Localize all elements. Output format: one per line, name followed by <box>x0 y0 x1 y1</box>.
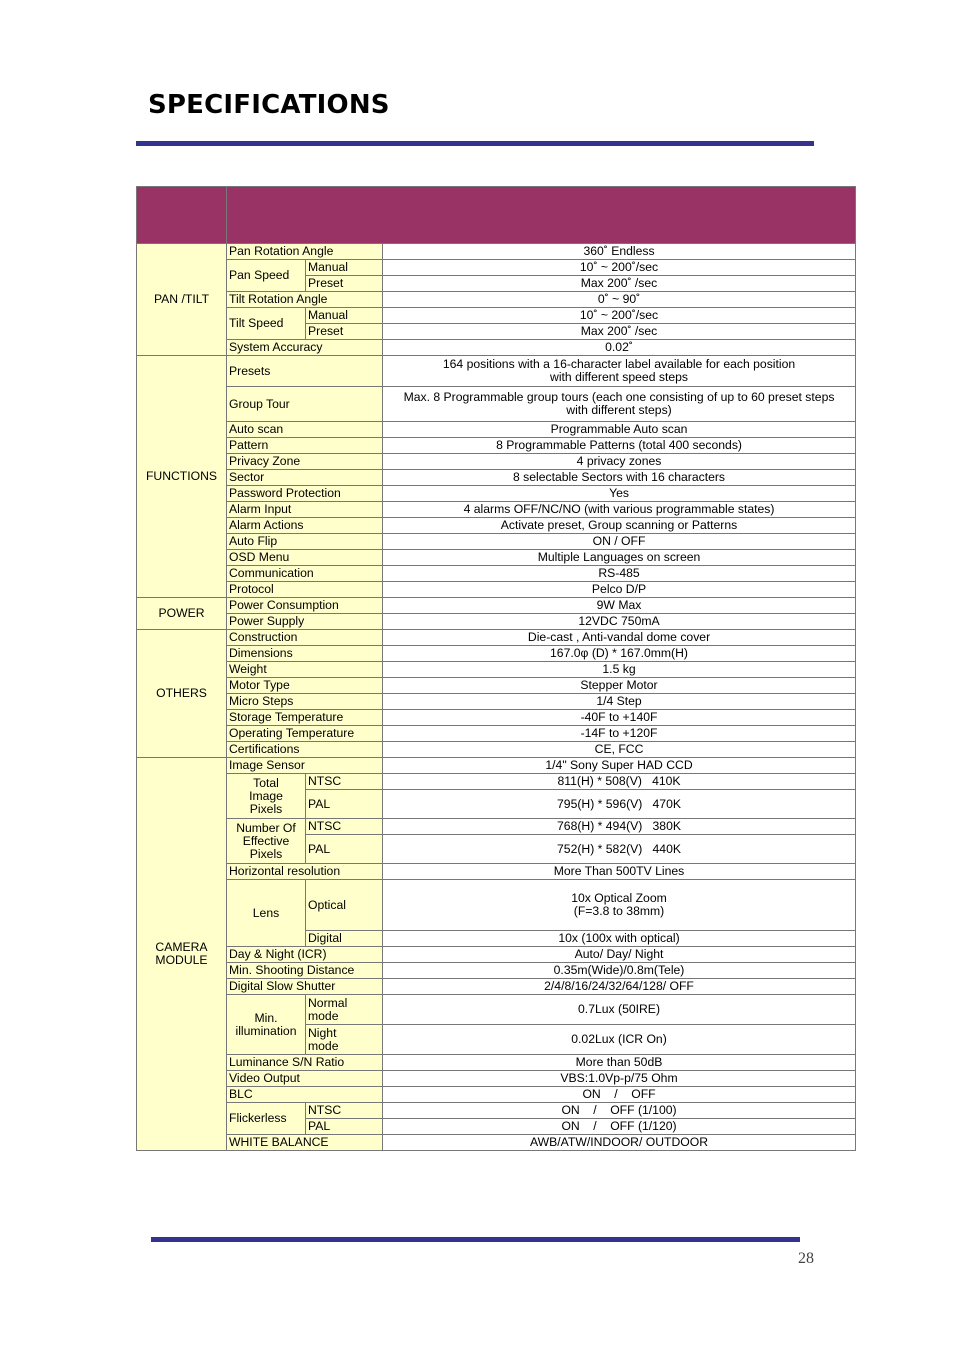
table-row <box>137 1135 856 1151</box>
row-value: Auto/ Day/ Night <box>383 947 856 963</box>
table-row <box>137 630 856 646</box>
row-value: 10x (100x with optical) <box>383 931 856 947</box>
page-title: SPECIFICATIONS <box>148 90 390 120</box>
table-row <box>137 566 856 582</box>
category-power: POWER <box>137 598 227 630</box>
row-label: Alarm Actions <box>227 518 383 534</box>
category-line: CAMERA <box>155 940 208 954</box>
table-row <box>137 486 856 502</box>
row-sublabel: PAL <box>306 1119 383 1135</box>
category-line: MODULE <box>155 953 208 967</box>
table-row <box>137 292 856 308</box>
category-functions: FUNCTIONS <box>137 356 227 598</box>
header-cell-category <box>137 187 227 244</box>
row-label: Pan Rotation Angle <box>227 244 383 260</box>
row-label: Protocol <box>227 582 383 598</box>
table-row <box>137 550 856 566</box>
row-label: Group Tour <box>227 387 383 422</box>
row-label: Sector <box>227 470 383 486</box>
table-row <box>137 979 856 995</box>
row-value: 4 alarms OFF/NC/NO (with various programmable states) <box>383 502 856 518</box>
row-label: Video Output <box>227 1071 383 1087</box>
row-value <box>383 880 856 931</box>
row-value: ON / OFF <box>383 1087 856 1103</box>
row-value: 360˚ Endless <box>383 244 856 260</box>
row-value: Stepper Motor <box>383 678 856 694</box>
row-value: Programmable Auto scan <box>383 422 856 438</box>
table-row <box>137 774 856 790</box>
row-value: 0.7Lux (50IRE) <box>383 995 856 1025</box>
row-label: Power Supply <box>227 614 383 630</box>
table-row <box>137 646 856 662</box>
table-row <box>137 340 856 356</box>
row-value: 0.02Lux (ICR On) <box>383 1025 856 1055</box>
row-value: 811(H) * 508(V) 410K <box>383 774 856 790</box>
row-value: VBS:1.0Vp-p/75 Ohm <box>383 1071 856 1087</box>
table-row <box>137 518 856 534</box>
table-row <box>137 819 856 835</box>
row-sublabel: Manual <box>306 308 383 324</box>
row-value: CE, FCC <box>383 742 856 758</box>
row-value: More than 50dB <box>383 1055 856 1071</box>
row-label: Day & Night (ICR) <box>227 947 383 963</box>
row-sublabel: NTSC <box>306 1103 383 1119</box>
row-value-line: with different steps) <box>566 403 672 417</box>
label-line: Min. <box>254 1010 278 1025</box>
label-line: Pixels <box>249 846 283 861</box>
row-label: Power Consumption <box>227 598 383 614</box>
table-row <box>137 864 856 880</box>
row-label: Operating Temperature <box>227 726 383 742</box>
label-line: Number Of <box>236 820 296 835</box>
row-value: ON / OFF (1/120) <box>383 1119 856 1135</box>
label-line: Normal <box>308 995 348 1010</box>
row-value: RS-485 <box>383 566 856 582</box>
row-value: 1/4 Step <box>383 694 856 710</box>
table-row <box>137 422 856 438</box>
row-sublabel: PAL <box>306 835 383 864</box>
table-row <box>137 995 856 1025</box>
label-line: Total <box>253 775 279 790</box>
row-sublabel: Manual <box>306 260 383 276</box>
row-label <box>227 774 306 819</box>
row-value: 10˚ ~ 200˚/sec <box>383 308 856 324</box>
row-value: 10˚ ~ 200˚/sec <box>383 260 856 276</box>
table-row <box>137 694 856 710</box>
row-label: Privacy Zone <box>227 454 383 470</box>
row-value: 0.35m(Wide)/0.8m(Tele) <box>383 963 856 979</box>
table-row <box>137 742 856 758</box>
row-value-line: Max. 8 Programmable group tours (each one consisting of up to 60 preset steps <box>403 390 835 404</box>
row-value-line: 10x Optical Zoom <box>571 891 667 905</box>
row-label: Communication <box>227 566 383 582</box>
row-label: Certifications <box>227 742 383 758</box>
row-value: 12VDC 750mA <box>383 614 856 630</box>
row-sublabel: PAL <box>306 790 383 819</box>
row-value: 768(H) * 494(V) 380K <box>383 819 856 835</box>
table-row <box>137 454 856 470</box>
row-sublabel: Optical <box>306 880 383 931</box>
row-value: 2/4/8/16/24/32/64/128/ OFF <box>383 979 856 995</box>
row-value: Multiple Languages on screen <box>383 550 856 566</box>
spec-table <box>136 186 856 1151</box>
row-label: Pan Speed <box>227 260 306 292</box>
label-line: Pixels <box>249 801 283 816</box>
table-row <box>137 534 856 550</box>
row-sublabel <box>306 1025 383 1055</box>
row-label: Image Sensor <box>227 758 383 774</box>
row-label <box>227 819 306 864</box>
table-row <box>137 678 856 694</box>
row-label: Tilt Rotation Angle <box>227 292 383 308</box>
category-camera-module <box>137 758 227 1151</box>
label-line: Effective <box>242 833 290 848</box>
row-value: 795(H) * 596(V) 470K <box>383 790 856 819</box>
row-sublabel: Preset <box>306 324 383 340</box>
label-line: Night <box>308 1025 337 1040</box>
row-value-line: with different speed steps <box>550 370 688 384</box>
table-row <box>137 1071 856 1087</box>
table-row <box>137 438 856 454</box>
row-value: 752(H) * 582(V) 440K <box>383 835 856 864</box>
row-label: Micro Steps <box>227 694 383 710</box>
row-label: Lens <box>227 880 306 947</box>
table-row <box>137 356 856 387</box>
table-row <box>137 387 856 422</box>
row-value: -40F to +140F <box>383 710 856 726</box>
row-value: Yes <box>383 486 856 502</box>
table-header-row <box>137 187 856 244</box>
row-value-line: 164 positions with a 16-character label available for each position <box>442 357 796 371</box>
row-sublabel: NTSC <box>306 819 383 835</box>
table-row <box>137 1087 856 1103</box>
row-label: Min. Shooting Distance <box>227 963 383 979</box>
table-row <box>137 710 856 726</box>
row-value <box>383 356 856 387</box>
row-label: Auto scan <box>227 422 383 438</box>
row-value-line: (F=3.8 to 38mm) <box>573 904 665 918</box>
row-label: Storage Temperature <box>227 710 383 726</box>
row-value: ON / OFF <box>383 534 856 550</box>
table-row <box>137 260 856 276</box>
row-value: 0.02˚ <box>383 340 856 356</box>
row-label: Tilt Speed <box>227 308 306 340</box>
row-label: Pattern <box>227 438 383 454</box>
row-value: Activate preset, Group scanning or Patterns <box>383 518 856 534</box>
table-row <box>137 880 856 931</box>
row-value: 4 privacy zones <box>383 454 856 470</box>
row-label: Construction <box>227 630 383 646</box>
table-row <box>137 614 856 630</box>
row-value: 8 selectable Sectors with 16 characters <box>383 470 856 486</box>
row-value: Max 200˚ /sec <box>383 276 856 292</box>
row-value <box>383 387 856 422</box>
row-label: Digital Slow Shutter <box>227 979 383 995</box>
row-value: Die-cast , Anti-vandal dome cover <box>383 630 856 646</box>
label-line: mode <box>308 1008 339 1023</box>
table-row <box>137 947 856 963</box>
row-value: 1.5 kg <box>383 662 856 678</box>
row-label: Dimensions <box>227 646 383 662</box>
table-row <box>137 1055 856 1071</box>
row-label: Horizontal resolution <box>227 864 383 880</box>
row-label: Password Protection <box>227 486 383 502</box>
row-label: BLC <box>227 1087 383 1103</box>
label-line: illumination <box>235 1023 297 1038</box>
row-value: Pelco D/P <box>383 582 856 598</box>
table-row <box>137 582 856 598</box>
row-value: -14F to +120F <box>383 726 856 742</box>
row-label: Alarm Input <box>227 502 383 518</box>
label-line: mode <box>308 1038 339 1053</box>
header-rule <box>136 141 814 146</box>
row-value: AWB/ATW/INDOOR/ OUTDOOR <box>383 1135 856 1151</box>
category-others: OTHERS <box>137 630 227 758</box>
row-sublabel: Digital <box>306 931 383 947</box>
row-label: System Accuracy <box>227 340 383 356</box>
table-row <box>137 598 856 614</box>
row-value: Max 200˚ /sec <box>383 324 856 340</box>
row-value: 1/4" Sony Super HAD CCD <box>383 758 856 774</box>
header-cell-value <box>227 187 856 244</box>
table-row <box>137 758 856 774</box>
table-row <box>137 963 856 979</box>
row-value: 0˚ ~ 90˚ <box>383 292 856 308</box>
table-row <box>137 726 856 742</box>
row-label: Motor Type <box>227 678 383 694</box>
category-pan-tilt: PAN /TILT <box>137 244 227 356</box>
row-sublabel <box>306 995 383 1025</box>
label-line: Image <box>249 788 283 803</box>
footer-rule <box>151 1237 800 1242</box>
table-row <box>137 244 856 260</box>
row-label: Flickerless <box>227 1103 306 1135</box>
row-value: ON / OFF (1/100) <box>383 1103 856 1119</box>
table-row <box>137 308 856 324</box>
table-row <box>137 662 856 678</box>
row-value: More Than 500TV Lines <box>383 864 856 880</box>
row-label: Weight <box>227 662 383 678</box>
table-row <box>137 470 856 486</box>
row-label <box>227 995 306 1055</box>
row-sublabel: NTSC <box>306 774 383 790</box>
row-value: 9W Max <box>383 598 856 614</box>
page-number: 28 <box>798 1250 814 1267</box>
row-value: 167.0φ (D) * 167.0mm(H) <box>383 646 856 662</box>
row-sublabel: Preset <box>306 276 383 292</box>
row-value: 8 Programmable Patterns (total 400 seconds) <box>383 438 856 454</box>
row-label: Presets <box>227 356 383 387</box>
table-row <box>137 502 856 518</box>
table-row <box>137 1103 856 1119</box>
row-label: WHITE BALANCE <box>227 1135 383 1151</box>
row-label: Auto Flip <box>227 534 383 550</box>
row-label: Luminance S/N Ratio <box>227 1055 383 1071</box>
row-label: OSD Menu <box>227 550 383 566</box>
